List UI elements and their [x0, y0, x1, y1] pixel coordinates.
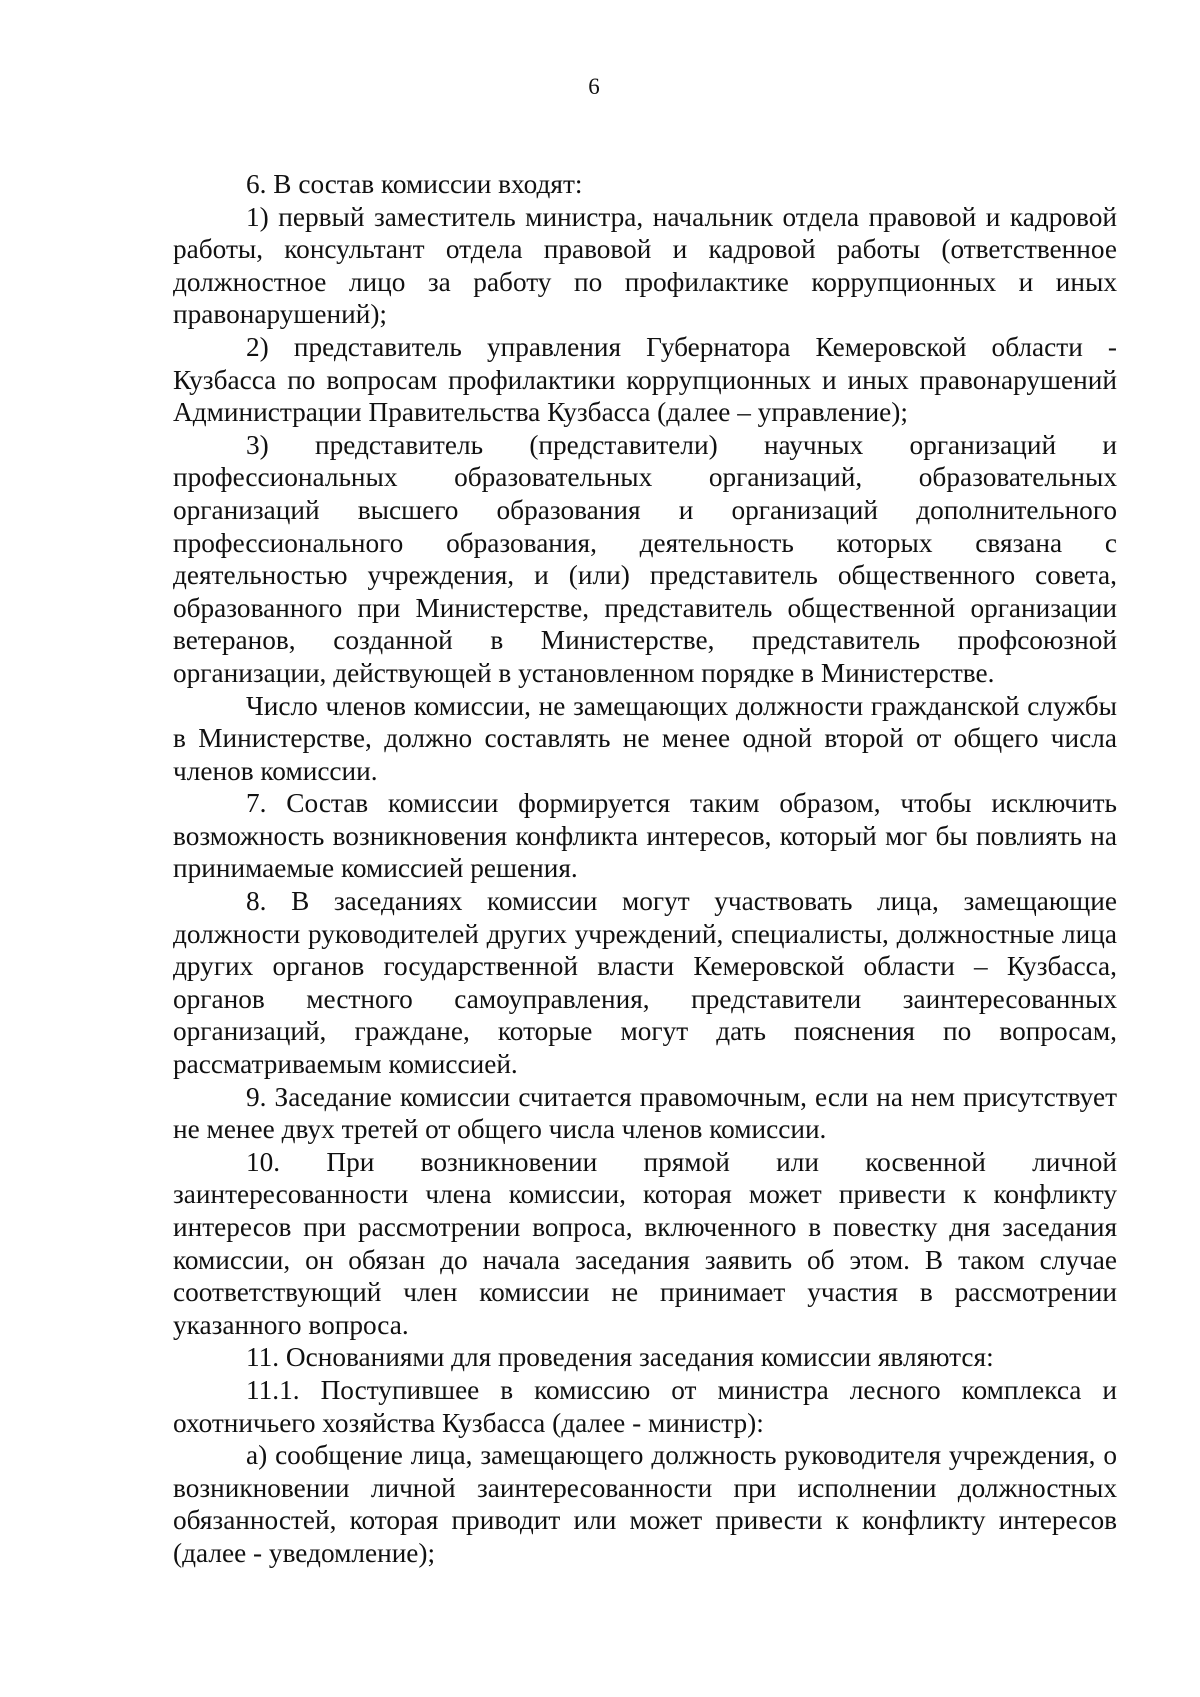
paragraph-9: 9. Заседание комиссии считается правомочным, если на нем присутствует не менее двух третей от общего числа членов комиссии. — [173, 1081, 1117, 1145]
paragraph-8: 8. В заседаниях комиссии могут участвовать лица, замещающие должности руководителей других учреждений, специалисты, должностные лица других органов государственной власти Кемеровской области – Кузбасса, органов местного самоуправления, представители заинтересованных организаций, граждане, которые могут дать пояснения по вопросам, рассматриваемым комиссией. — [173, 886, 1117, 1080]
paragraph-11: 11. Основаниями для проведения заседания комиссии являются: — [246, 1342, 994, 1373]
document-body — [173, 168, 1117, 1570]
paragraph-6: 6. В состав комиссии входят: — [246, 169, 583, 199]
paragraph-members-count: Число членов комиссии, не замещающих должности гражданской службы в Министерстве, должно составлять не менее одной второй от общего числа членов комиссии. — [173, 690, 1117, 786]
paragraph-6-item-2: 2) представитель управления Губернатора Кемеровской области - Кузбасса по вопросам профилактики коррупционных и иных правонарушений Администрации Правительства Кузбасса (далее – управление); — [173, 331, 1117, 428]
page-number: 6 — [588, 74, 600, 99]
paragraph-11-1-a: а) сообщение лица, замещающего должность руководителя учреждения, о возникновении личной заинтересованности при исполнении должностных обязанностей, которая приводит или может привести к конфликту интересов (далее - уведомление); — [173, 1440, 1117, 1568]
paragraph-6-item-3: 3) представитель (представители) научных организаций и профессиональных образовательных организаций, образовательных организаций высшего образования и организаций дополнительного профессионального образования, деятельность которых связана с деятельностью учреждения, и (или) представитель общественного совета, образованного при Министерстве, представитель общественной организации ветеранов, созданной в Министерстве, представитель профсоюзной организации, действующей в установленном порядке в Министерстве. — [173, 429, 1117, 688]
paragraph-10: 10. При возникновении прямой или косвенной личной заинтересованности члена комиссии, которая может привести к конфликту интересов при рассмотрении вопроса, включенного в повестку дня заседания комиссии, он обязан до начала заседания заявить об этом. В таком случае соответствующий член комиссии не принимает участия в рассмотрении указанного вопроса. — [173, 1146, 1117, 1340]
paragraph-11-1: 11.1. Поступившее в комиссию от министра лесного комплекса и охотничьего хозяйства Кузбасса (далее - министр): — [173, 1374, 1117, 1438]
paragraph-6-item-1: 1) первый заместитель министра, начальник отдела правовой и кадровой работы, консультант отдела правовой и кадровой работы (ответственное должностное лицо за работу по профилактике коррупционных и иных правонарушений); — [173, 201, 1117, 330]
paragraph-7: 7. Состав комиссии формируется таким образом, чтобы исключить возможность возникновения конфликта интересов, который мог бы повлиять на принимаемые комиссией решения. — [173, 788, 1117, 884]
